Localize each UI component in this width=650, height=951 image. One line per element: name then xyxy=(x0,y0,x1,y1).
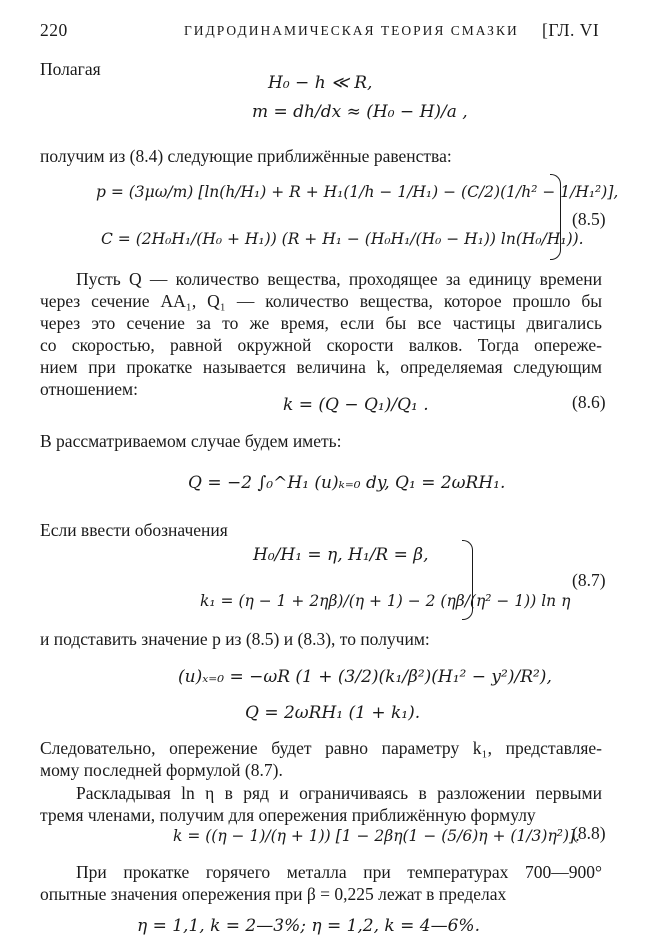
equation-number-8-5: (8.5) xyxy=(572,209,606,229)
para1-line-1: Пусть Q — количество вещества, проходящее за единицу времени xyxy=(76,269,602,289)
equation-final-values: η = 1,1, k = 2—3%; η = 1,2, k = 4—6%. xyxy=(137,916,480,936)
para1-line-5: нием при прокатке называется величина k, определяемая следующим xyxy=(40,357,602,377)
para1-line-6: отношением: xyxy=(40,379,138,399)
para4-line-2: опытные значения опережения при β = 0,225 лежат в пределах xyxy=(40,884,507,904)
text-esli: Если ввести обозначения xyxy=(40,520,228,540)
text-podst: и подставить значение p из (8.5) и (8.3), то получим: xyxy=(40,629,430,649)
brace-8-5 xyxy=(550,174,561,260)
equation-8-6: k = (Q − Q₁)/Q₁ . xyxy=(283,395,429,415)
para1-line-4: со скоростью, равной окружной скорости валков. Тогда опереже- xyxy=(40,335,602,355)
running-title: ГИДРОДИНАМИЧЕСКАЯ ТЕОРИЯ СМАЗКИ xyxy=(184,23,519,38)
para1-line-3: через это сечение за то же время, если бы все частицы двигались xyxy=(40,313,602,333)
page-number: 220 xyxy=(40,20,68,40)
para3-line-2: тремя членами, получим для опережения приближённую формулу xyxy=(40,805,536,825)
para2-line-1: Следовательно, опережение будет равно параметру k₁, представляе- xyxy=(40,738,602,758)
para2-line-2: мому последней формулой (8.7). xyxy=(40,760,283,780)
text-poluchim: получим из (8.4) следующие приближённые равенства: xyxy=(40,146,452,166)
equation-8-7-b: k₁ = (η − 1 + 2ηβ)/(η + 1) − 2 (ηβ/(η² − 1)) ln η xyxy=(200,592,571,610)
equation-condition-2: m = dh/dx ≈ (H₀ − H)/a , xyxy=(252,102,468,122)
equation-condition-1: H₀ − h ≪ R, xyxy=(268,73,373,93)
para3-line-1: Раскладывая ln η в ряд и ограничиваясь в разложении первыми xyxy=(76,783,602,803)
brace-8-7 xyxy=(462,540,473,620)
equation-number-8-6: (8.6) xyxy=(572,392,606,412)
equation-u: (u)ₓ₌₀ = −ωR (1 + (3/2)(k₁/β²)(H₁² − y²)/R²), xyxy=(178,667,552,687)
equation-Q-integral: Q = −2 ∫₀^H₁ (u)ₖ₌₀ dy, Q₁ = 2ωRH₁. xyxy=(188,473,506,493)
equation-8-7-a: H₀/H₁ = η, H₁/R = β, xyxy=(253,545,429,565)
para1-line-2: через сечение AA₁, Q₁ — количество вещества, которое прошло бы xyxy=(40,291,602,311)
text-rassm: В рассматриваемом случае будем иметь: xyxy=(40,431,342,451)
chapter-label: [ГЛ. VI xyxy=(542,20,600,40)
equation-number-8-8: (8.8) xyxy=(572,823,606,843)
text-polagaya: Полагая xyxy=(40,59,101,79)
equation-number-8-7: (8.7) xyxy=(572,570,606,590)
equation-8-8: k = ((η − 1)/(η + 1)) [1 − 2βη(1 − (5/6)η + (1/3)η²)]. xyxy=(173,827,580,845)
equation-8-5-p: p = (3μω/m) [ln(h/H₁) + R + H₁(1/h − 1/H₁) − (C/2)(1/h² − 1/H₁²)], xyxy=(96,183,619,201)
equation-Q2: Q = 2ωRH₁ (1 + k₁). xyxy=(245,703,421,723)
para4-line-1: При прокатке горячего металла при температурах 700—900° xyxy=(76,862,602,882)
equation-8-5-C: C = (2H₀H₁/(H₀ + H₁)) (R + H₁ − (H₀H₁/(H₀ − H₁)) ln(H₀/H₁)). xyxy=(101,230,584,248)
